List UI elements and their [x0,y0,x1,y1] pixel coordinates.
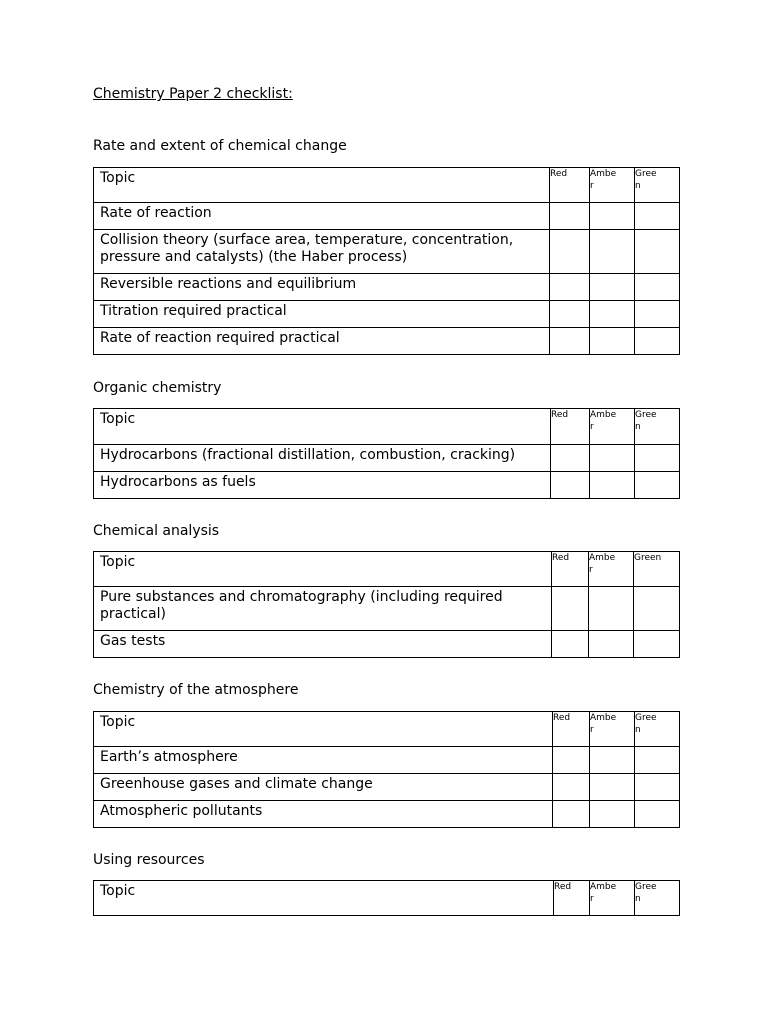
green-checkbox-cell[interactable] [634,631,680,658]
table-header-row [94,409,680,445]
table-row [94,774,680,801]
table-header-row [94,881,680,916]
checklist-table [93,551,680,658]
green-checkbox-cell[interactable] [635,230,680,274]
green-column-header: Gree n [635,168,680,203]
red-checkbox-cell[interactable] [553,774,590,801]
green-checkbox-cell[interactable] [635,747,680,774]
table-header-row [94,168,680,203]
table-row [94,801,680,828]
red-column-header: Red [552,552,589,587]
topic-cell: Hydrocarbons as fuels [94,472,551,499]
green-checkbox-cell[interactable] [635,203,680,230]
topic-column-header: Topic [94,409,551,445]
amber-column-header: Ambe r [589,552,634,587]
amber-checkbox-cell[interactable] [590,774,635,801]
table-row [94,587,680,631]
topic-column-header: Topic [94,712,553,747]
red-checkbox-cell[interactable] [550,230,590,274]
red-column-header: Red [554,881,590,916]
table-header-row [94,552,680,587]
green-column-header: Gree n [635,409,680,445]
topic-cell: Reversible reactions and equilibrium [94,274,550,301]
table-row [94,747,680,774]
amber-checkbox-cell[interactable] [590,747,635,774]
red-checkbox-cell[interactable] [551,472,590,499]
section-heading: Organic chemistry [93,380,222,396]
topic-cell: Atmospheric pollutants [94,801,553,828]
green-checkbox-cell[interactable] [635,801,680,828]
green-checkbox-cell[interactable] [635,274,680,301]
table-row [94,328,680,355]
topic-column-header: Topic [94,881,554,916]
topic-cell: Rate of reaction [94,203,550,230]
topic-column-header: Topic [94,552,552,587]
red-checkbox-cell[interactable] [552,631,589,658]
topic-cell: Gas tests [94,631,552,658]
checklist-table [93,167,680,355]
topic-cell: Pure substances and chromatography (including required practical) [94,587,552,631]
checklist-table [93,880,680,916]
red-checkbox-cell[interactable] [550,203,590,230]
page-title: Chemistry Paper 2 checklist: [93,86,293,102]
checklist-table [93,711,680,828]
table-row [94,203,680,230]
table-row [94,472,680,499]
table-row [94,631,680,658]
amber-checkbox-cell[interactable] [590,801,635,828]
section-heading: Using resources [93,852,205,868]
topic-cell: Hydrocarbons (fractional distillation, combustion, cracking) [94,445,551,472]
red-column-header: Red [553,712,590,747]
table-row [94,230,680,274]
green-checkbox-cell[interactable] [635,472,680,499]
table-row [94,445,680,472]
red-checkbox-cell[interactable] [550,274,590,301]
section-heading: Rate and extent of chemical change [93,138,347,154]
amber-column-header: Ambe r [590,409,635,445]
red-checkbox-cell[interactable] [550,328,590,355]
table-row [94,274,680,301]
green-checkbox-cell[interactable] [635,774,680,801]
topic-cell: Titration required practical [94,301,550,328]
amber-checkbox-cell[interactable] [589,587,634,631]
red-checkbox-cell[interactable] [552,587,589,631]
amber-checkbox-cell[interactable] [590,445,635,472]
green-column-header: Gree n [635,881,680,916]
amber-column-header: Ambe r [590,168,635,203]
topic-cell: Greenhouse gases and climate change [94,774,553,801]
amber-checkbox-cell[interactable] [589,631,634,658]
topic-cell: Rate of reaction required practical [94,328,550,355]
topic-column-header: Topic [94,168,550,203]
amber-checkbox-cell[interactable] [590,301,635,328]
amber-column-header: Ambe r [590,881,635,916]
green-checkbox-cell[interactable] [635,445,680,472]
amber-checkbox-cell[interactable] [590,328,635,355]
red-checkbox-cell[interactable] [551,445,590,472]
amber-checkbox-cell[interactable] [590,203,635,230]
green-checkbox-cell[interactable] [635,328,680,355]
amber-checkbox-cell[interactable] [590,274,635,301]
green-checkbox-cell[interactable] [635,301,680,328]
section-heading: Chemistry of the atmosphere [93,682,299,698]
green-column-header: Gree n [635,712,680,747]
table-header-row [94,712,680,747]
table-row [94,301,680,328]
green-checkbox-cell[interactable] [634,587,680,631]
red-column-header: Red [551,409,590,445]
red-checkbox-cell[interactable] [553,747,590,774]
checklist-table [93,408,680,499]
section-heading: Chemical analysis [93,523,220,539]
topic-cell: Earth’s atmosphere [94,747,553,774]
amber-checkbox-cell[interactable] [590,472,635,499]
amber-checkbox-cell[interactable] [590,230,635,274]
red-checkbox-cell[interactable] [553,801,590,828]
green-column-header: Green [634,552,680,587]
topic-cell: Collision theory (surface area, temperature, concentration, pressure and catalysts) (the Haber process) [94,230,550,274]
amber-column-header: Ambe r [590,712,635,747]
red-checkbox-cell[interactable] [550,301,590,328]
red-column-header: Red [550,168,590,203]
